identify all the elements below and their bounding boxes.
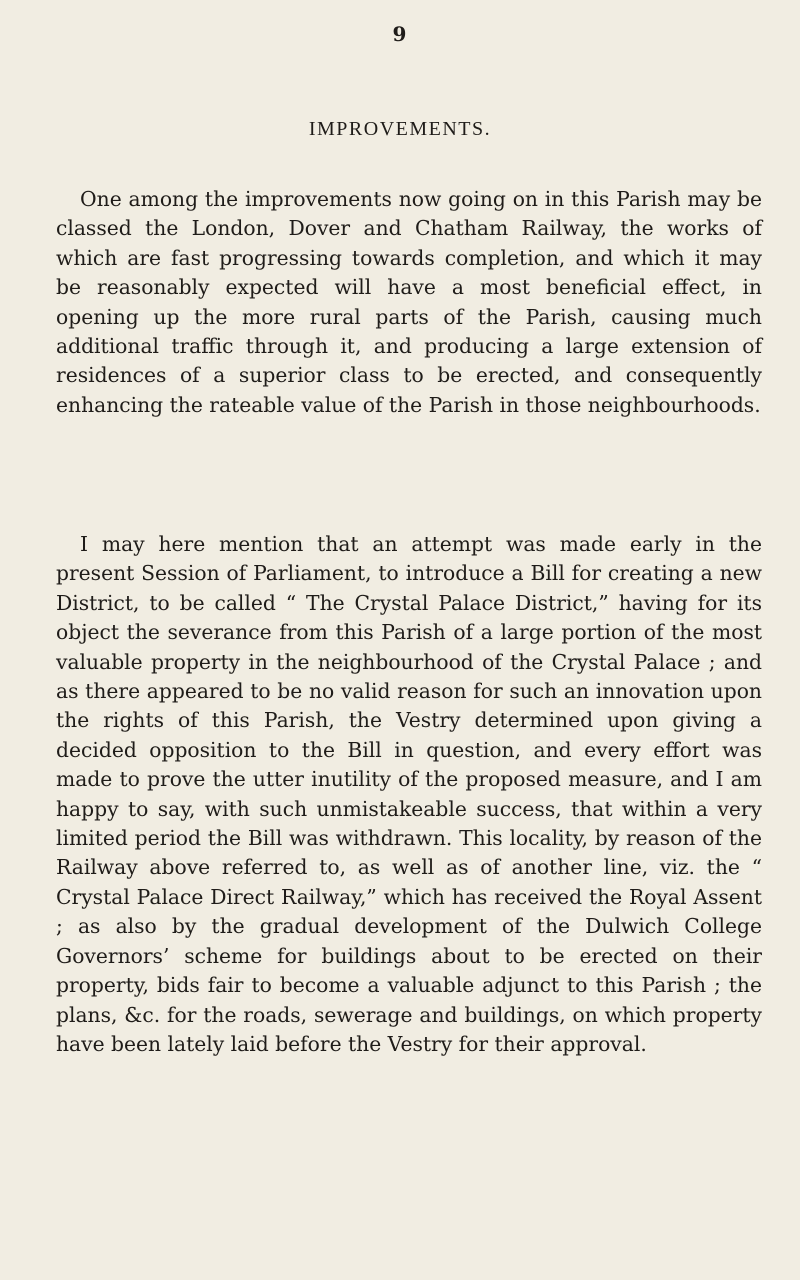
paragraph-railway-improvements: One among the improvements now going on in this Parish may be classed the London, Dover and Chatham Railway, the works of which are fast progressing towards completion, and which it may be reasonably expected will have a most beneficial effect, in opening up the more rural parts of the Parish, causing much additional traffic through it, and producing a large extension of residences of a superior class to be erected, and consequently enhancing the rateable value of the Parish in those neighbourhoods.	[56, 187, 762, 417]
page-number: 9	[392, 22, 408, 46]
paragraph-crystal-palace-district: I may here mention that an attempt was made early in the present Session of Parliament, to introduce a Bill for creating a new District, to be called “ The Crystal Palace District,” having for its object the severance from this Parish of a large portion of the most valuable property in the neighbourhood of the Crystal Palace ; and as there appeared to be no valid reason for such an innovation upon the rights of this Parish, the Vestry determined upon giving a decided opposition to the Bill in question, and every effort was made to prove the utter inutility of the proposed measure, and I am happy to say, with such unmistakeable success, that within a very limited period the Bill was withdrawn. This locality, by reason of the Railway above referred to, as well as of another line, viz. the “ Crystal Palace Direct Railway,” which has received the Royal Assent ; as also by the gradual development of the Dulwich College Governors’ scheme for buildings about to be erected on their property, bids fair to become a valuable adjunct to this Parish ; the plans, &c. for the roads, sewerage and buildings, on which property have been lately laid before the Vestry for their approval.	[56, 532, 762, 1056]
section-heading: IMPROVEMENTS.	[308, 118, 492, 140]
